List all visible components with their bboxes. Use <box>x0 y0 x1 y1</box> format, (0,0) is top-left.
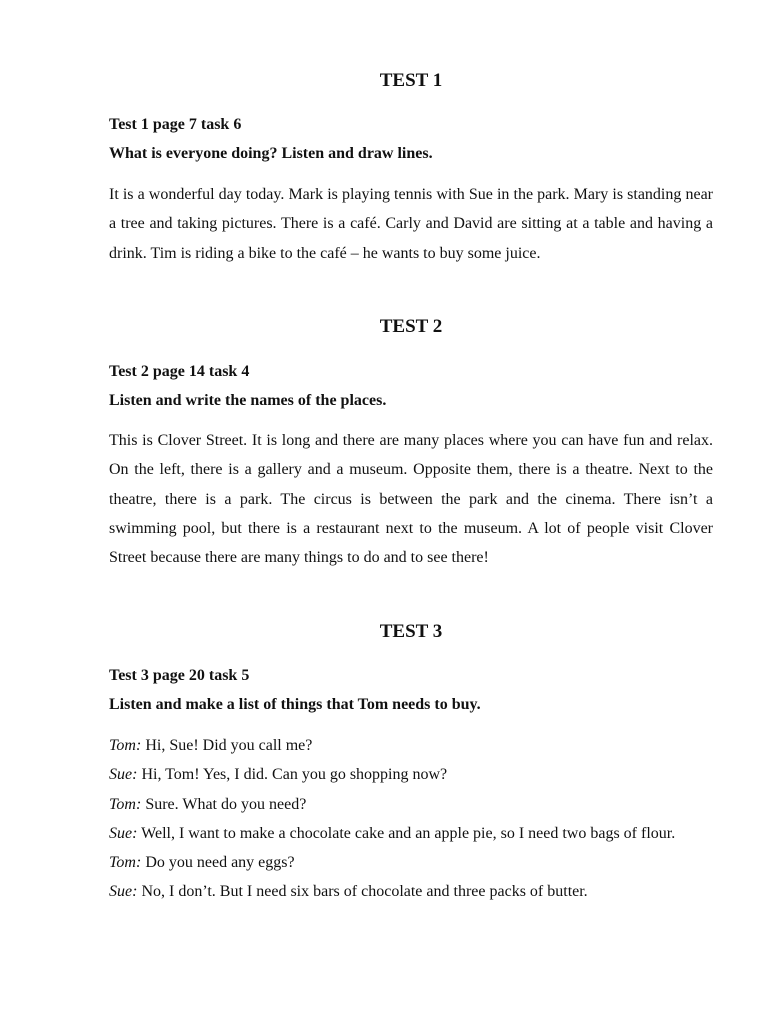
dialogue-speaker: Tom: <box>109 854 142 872</box>
test-1-instruction: What is everyone doing? Listen and draw lines. <box>109 145 433 162</box>
dialogue-speaker: Sue: <box>109 824 138 842</box>
test-3-instruction: Listen and make a list of things that Tom needs to buy. <box>109 696 481 713</box>
dialogue-text: Hi, Sue! Did you call me? <box>145 737 313 754</box>
dialogue-text: Do you need any eggs? <box>145 854 295 872</box>
dialogue-text: Well, I want to make a chocolate cake and an apple pie, so I need two bags of flour. <box>141 824 676 842</box>
dialogue-text: No, I don’t. But I need six bars of chocolate and three packs of butter. <box>141 883 588 901</box>
dialogue-line <box>109 760 713 789</box>
dialogue-line <box>109 848 713 877</box>
test-2-transcript: This is Clover Street. It is long and there are many places where you can have fun and relax. On the left, there is a gallery and a museum. Opposite them, there is a theatre. Next to the theatre, there is a park. The circus is between the park and the cinema. There isn’t a swimming pool, but there is a restaurant next to the museum. A lot of people visit Clover Street because there are many things to do and to see there! <box>109 432 713 567</box>
test-2-instruction: Listen and write the names of the places. <box>109 392 387 409</box>
dialogue-line <box>109 790 713 819</box>
test-1-transcript: It is a wonderful day today. Mark is playing tennis with Sue in the park. Mary is standing near a tree and taking pictures. There is a café. Carly and David are sitting at a table and having a drink. Tim is riding a bike to the café – he wants to buy some juice. <box>109 186 713 262</box>
test-3-dialogue <box>109 731 713 907</box>
test-3-task-reference: Test 3 page 20 task 5 <box>109 667 250 684</box>
dialogue-text: Hi, Tom! Yes, I did. Can you go shopping now? <box>141 766 448 784</box>
dialogue-speaker: Tom: <box>109 737 142 754</box>
dialogue-line <box>109 731 713 760</box>
test-2-task-reference: Test 2 page 14 task 4 <box>109 363 250 380</box>
test-3-title: TEST 3 <box>379 621 443 642</box>
dialogue-line <box>109 819 713 848</box>
test-1-title: TEST 1 <box>379 70 443 91</box>
dialogue-speaker: Tom: <box>109 795 142 813</box>
dialogue-text: Sure. What do you need? <box>145 795 307 813</box>
dialogue-speaker: Sue: <box>109 766 138 784</box>
dialogue-line <box>109 877 713 906</box>
dialogue-speaker: Sue: <box>109 883 138 901</box>
test-1-task-reference: Test 1 page 7 task 6 <box>109 116 242 133</box>
test-2-title: TEST 2 <box>379 316 443 337</box>
